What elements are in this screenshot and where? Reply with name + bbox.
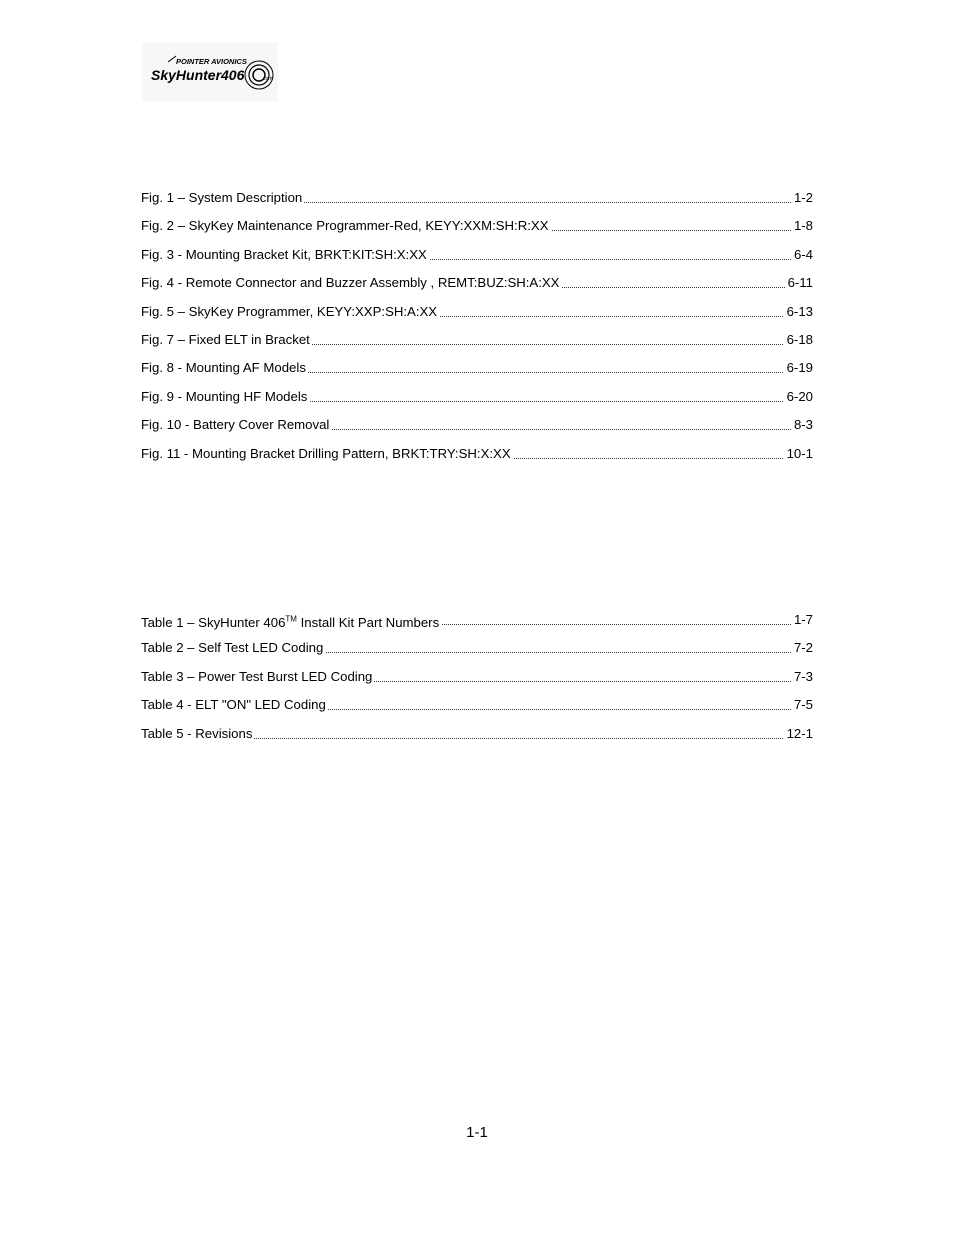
toc-entry-page: 7-5 xyxy=(791,695,813,715)
toc-entry-page: 10-1 xyxy=(784,444,813,464)
logo-suffix: com xyxy=(263,76,273,82)
list-of-tables xyxy=(141,610,813,752)
toc-entry[interactable] xyxy=(141,444,813,472)
toc-entry[interactable] xyxy=(141,387,813,415)
toc-entry[interactable] xyxy=(141,216,813,244)
toc-entry-title xyxy=(141,726,254,741)
toc-title-text: Fig. 3 - Mounting Bracket Kit, BRKT:KIT:SH:X:XX xyxy=(141,246,427,262)
toc-entry[interactable] xyxy=(141,695,813,723)
toc-entry-title xyxy=(141,389,309,404)
toc-entry-page: 6-18 xyxy=(784,330,813,350)
toc-title-text: Fig. 10 - Battery Cover Removal xyxy=(141,417,330,433)
logo-graphic xyxy=(142,42,278,102)
toc-entry-title xyxy=(141,275,561,290)
toc-entry[interactable] xyxy=(141,245,813,273)
toc-entry-title xyxy=(141,640,325,655)
logo-brand-line: POINTER AVIONICS xyxy=(176,57,247,66)
list-of-figures xyxy=(141,188,813,472)
toc-entry-page: 7-3 xyxy=(791,667,813,687)
toc-entry[interactable] xyxy=(141,610,813,638)
toc-title-text: Fig. 1 – System Description xyxy=(141,190,303,205)
toc-entry-page: 6-19 xyxy=(784,358,813,378)
toc-entry-page: 6-13 xyxy=(784,302,813,322)
toc-entry-page: 1-7 xyxy=(791,610,813,630)
toc-title-text: Table 2 – Self Test LED Coding xyxy=(141,640,324,656)
toc-entry-title xyxy=(141,360,308,375)
skyhunter-logo xyxy=(142,42,278,102)
toc-title-text: Table 1 – SkyHunter 406 xyxy=(141,615,286,631)
toc-entry[interactable] xyxy=(141,724,813,752)
toc-title-text: Install Kit Part Numbers xyxy=(296,615,440,631)
toc-title-text: Table 4 - ELT "ON" LED Coding xyxy=(141,697,326,713)
toc-entry[interactable] xyxy=(141,638,813,666)
toc-entry-title xyxy=(141,446,513,461)
toc-entry[interactable] xyxy=(141,415,813,443)
toc-entry[interactable] xyxy=(141,188,813,216)
toc-entry-title xyxy=(141,417,331,432)
toc-entry-title xyxy=(141,190,304,205)
toc-entry[interactable] xyxy=(141,667,813,695)
toc-title-text: Fig. 7 – Fixed ELT in Bracket xyxy=(141,331,310,347)
toc-title-text: Fig. 2 – SkyKey Maintenance Programmer-Red, KEYY:XXM:SH:R:XX xyxy=(141,218,549,234)
toc-entry-title xyxy=(141,247,429,262)
toc-title-text: Fig. 8 - Mounting AF Models xyxy=(141,360,306,376)
toc-entry[interactable] xyxy=(141,330,813,358)
toc-entry-title xyxy=(141,697,328,712)
trademark-sup: TM xyxy=(285,615,297,624)
toc-title-text: Fig. 5 – SkyKey Programmer, KEYY:XXP:SH:A:XX xyxy=(141,303,438,319)
toc-entry-title xyxy=(141,669,374,684)
toc-entry-page: 7-2 xyxy=(791,638,813,658)
toc-entry-title xyxy=(141,218,551,233)
toc-title-text: Table 5 - Revisions xyxy=(141,725,253,741)
toc-title-text: Fig. 4 - Remote Connector and Buzzer Assembly , REMT:BUZ:SH:A:XX xyxy=(141,275,560,291)
toc-title-text: Fig. 11 - Mounting Bracket Drilling Pattern, BRKT:TRY:SH:X:XX xyxy=(141,445,511,461)
toc-entry-title xyxy=(141,615,441,630)
toc-entry-title xyxy=(141,332,312,347)
toc-title-text: Fig. 9 - Mounting HF Models xyxy=(141,388,308,404)
toc-title-text: Table 3 – Power Test Burst LED Coding xyxy=(141,668,373,684)
toc-entry-page: 1-8 xyxy=(791,216,813,236)
toc-entry-page: 12-1 xyxy=(784,724,813,744)
toc-entry-page: 1-2 xyxy=(791,188,813,208)
toc-entry-page: 8-3 xyxy=(791,415,813,435)
toc-entry-page: 6-11 xyxy=(785,273,813,293)
page-number: 1-1 xyxy=(466,1124,488,1141)
toc-entry-page: 6-4 xyxy=(791,245,813,265)
toc-entry-page: 6-20 xyxy=(784,387,813,407)
toc-entry[interactable] xyxy=(141,302,813,330)
toc-entry-title xyxy=(141,304,439,319)
logo-product: SkyHunter406 xyxy=(151,67,245,83)
toc-entry[interactable] xyxy=(141,273,813,301)
toc-entry[interactable] xyxy=(141,358,813,386)
